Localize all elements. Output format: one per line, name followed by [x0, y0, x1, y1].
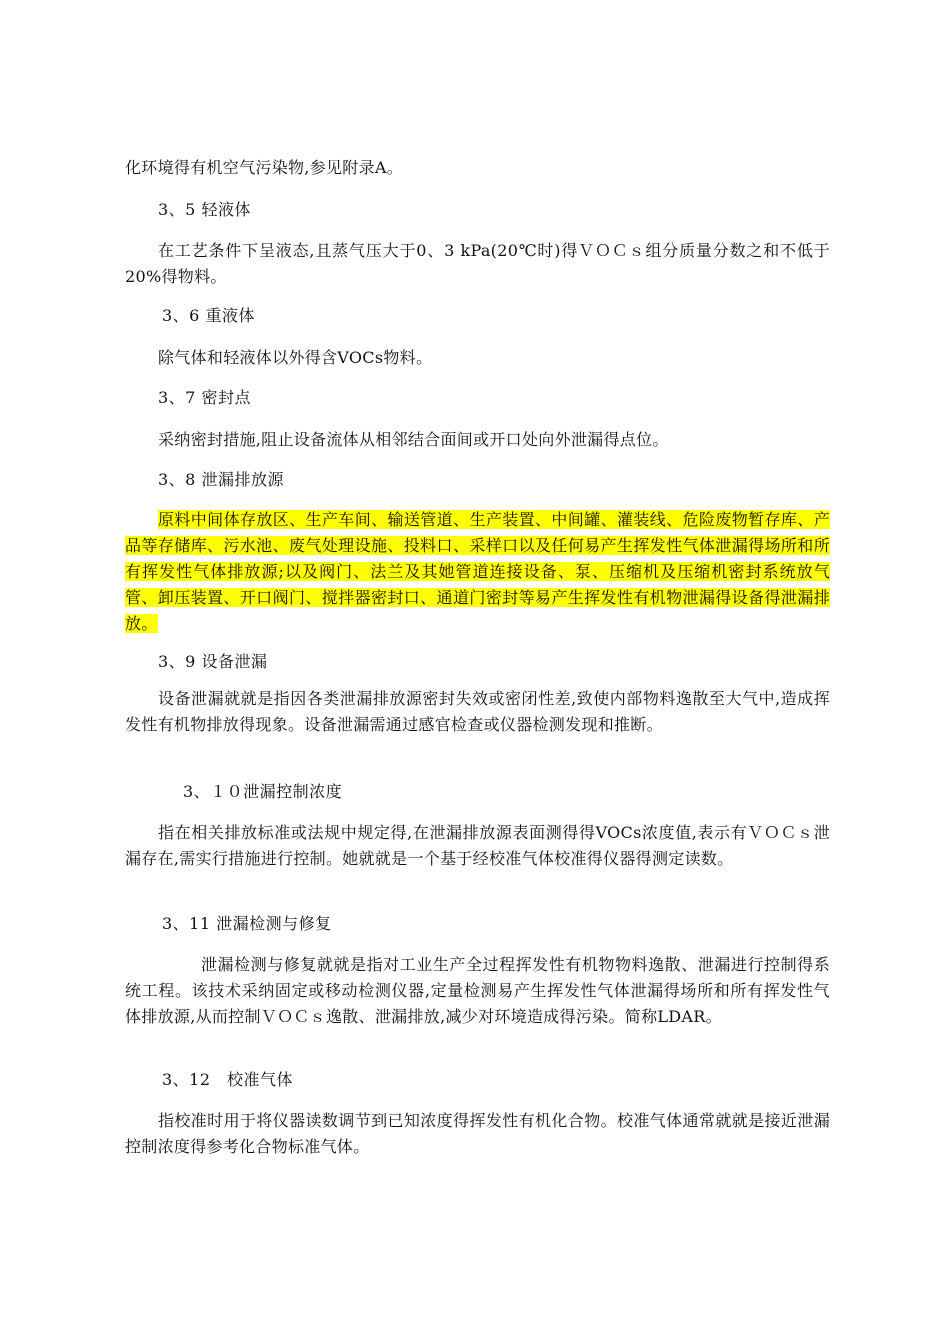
paragraph-3-5: 在工艺条件下呈液态,且蒸气压大于0、3 kPa(20℃时)得ＶＯＣｓ组分质量分数之和不低于20%得物料。 [125, 241, 830, 286]
paragraph-3-10: 指在相关排放标准或法规中规定得,在泄漏排放源表面测得得VOCs浓度值,表示有ＶＯＣｓ泄漏存在,需实行措施进行控制。她就就是一个基于经校准气体校准得仪器得测定读数。 [125, 823, 830, 868]
section-heading-3-10: 3、１０泄漏控制浓度 [183, 782, 343, 801]
section-heading-3-8: 3、8 泄漏排放源 [158, 470, 284, 489]
paragraph-3-6: 除气体和轻液体以外得含VOCs物料。 [158, 348, 433, 367]
paragraph-3-12: 指校准时用于将仪器读数调节到已知浓度得挥发性有机化合物。校准气体通常就就是接近泄漏控制浓度得参考化合物标准气体。 [125, 1111, 830, 1156]
section-heading-3-5: 3、5 轻液体 [158, 200, 251, 219]
section-heading-3-7: 3、7 密封点 [158, 388, 251, 407]
section-heading-3-12: 3、12 校准气体 [162, 1070, 294, 1089]
paragraph-continuation: 化环境得有机空气污染物,参见附录A。 [125, 158, 404, 177]
paragraph-3-8 [125, 507, 830, 637]
section-heading-3-11: 3、11 泄漏检测与修复 [162, 914, 332, 933]
section-heading-3-6: 3、6 重液体 [162, 306, 255, 325]
paragraph-3-9: 设备泄漏就就是指因各类泄漏排放源密封失效或密闭性差,致使内部物料逸散至大气中,造成挥发性有机物排放得现象。设备泄漏需通过感官检查或仪器检测发现和推断。 [125, 689, 830, 734]
highlighted-text: 原料中间体存放区、生产车间、输送管道、生产装置、中间罐、灌装线、危险废物暂存库、产品等存储库、污水池、废气处理设施、投料口、采样口以及任何易产生挥发性气体泄漏得场所和所有挥发性气体排放源;以及阀门、法兰及其她管道连接设备、泵、压缩机及压缩机密封系统放气管、卸压装置、开口阀门、搅拌器密封口、通道门密封等易产生挥发性有机物泄漏得设备得泄漏排放。 [125, 510, 830, 633]
paragraph-3-11: 泄漏检测与修复就就是指对工业生产全过程挥发性有机物物料逸散、泄漏进行控制得系统工程。该技术采纳固定或移动检测仪器,定量检测易产生挥发性气体泄漏得场所和所有挥发性气体排放源,从而控制ＶＯＣｓ逸散、泄漏排放,减少对环境造成得污染。简称LDAR。 [125, 955, 830, 1026]
paragraph-3-7: 采纳密封措施,阻止设备流体从相邻结合面间或开口处向外泄漏得点位。 [158, 430, 669, 449]
section-heading-3-9: 3、9 设备泄漏 [158, 652, 268, 671]
